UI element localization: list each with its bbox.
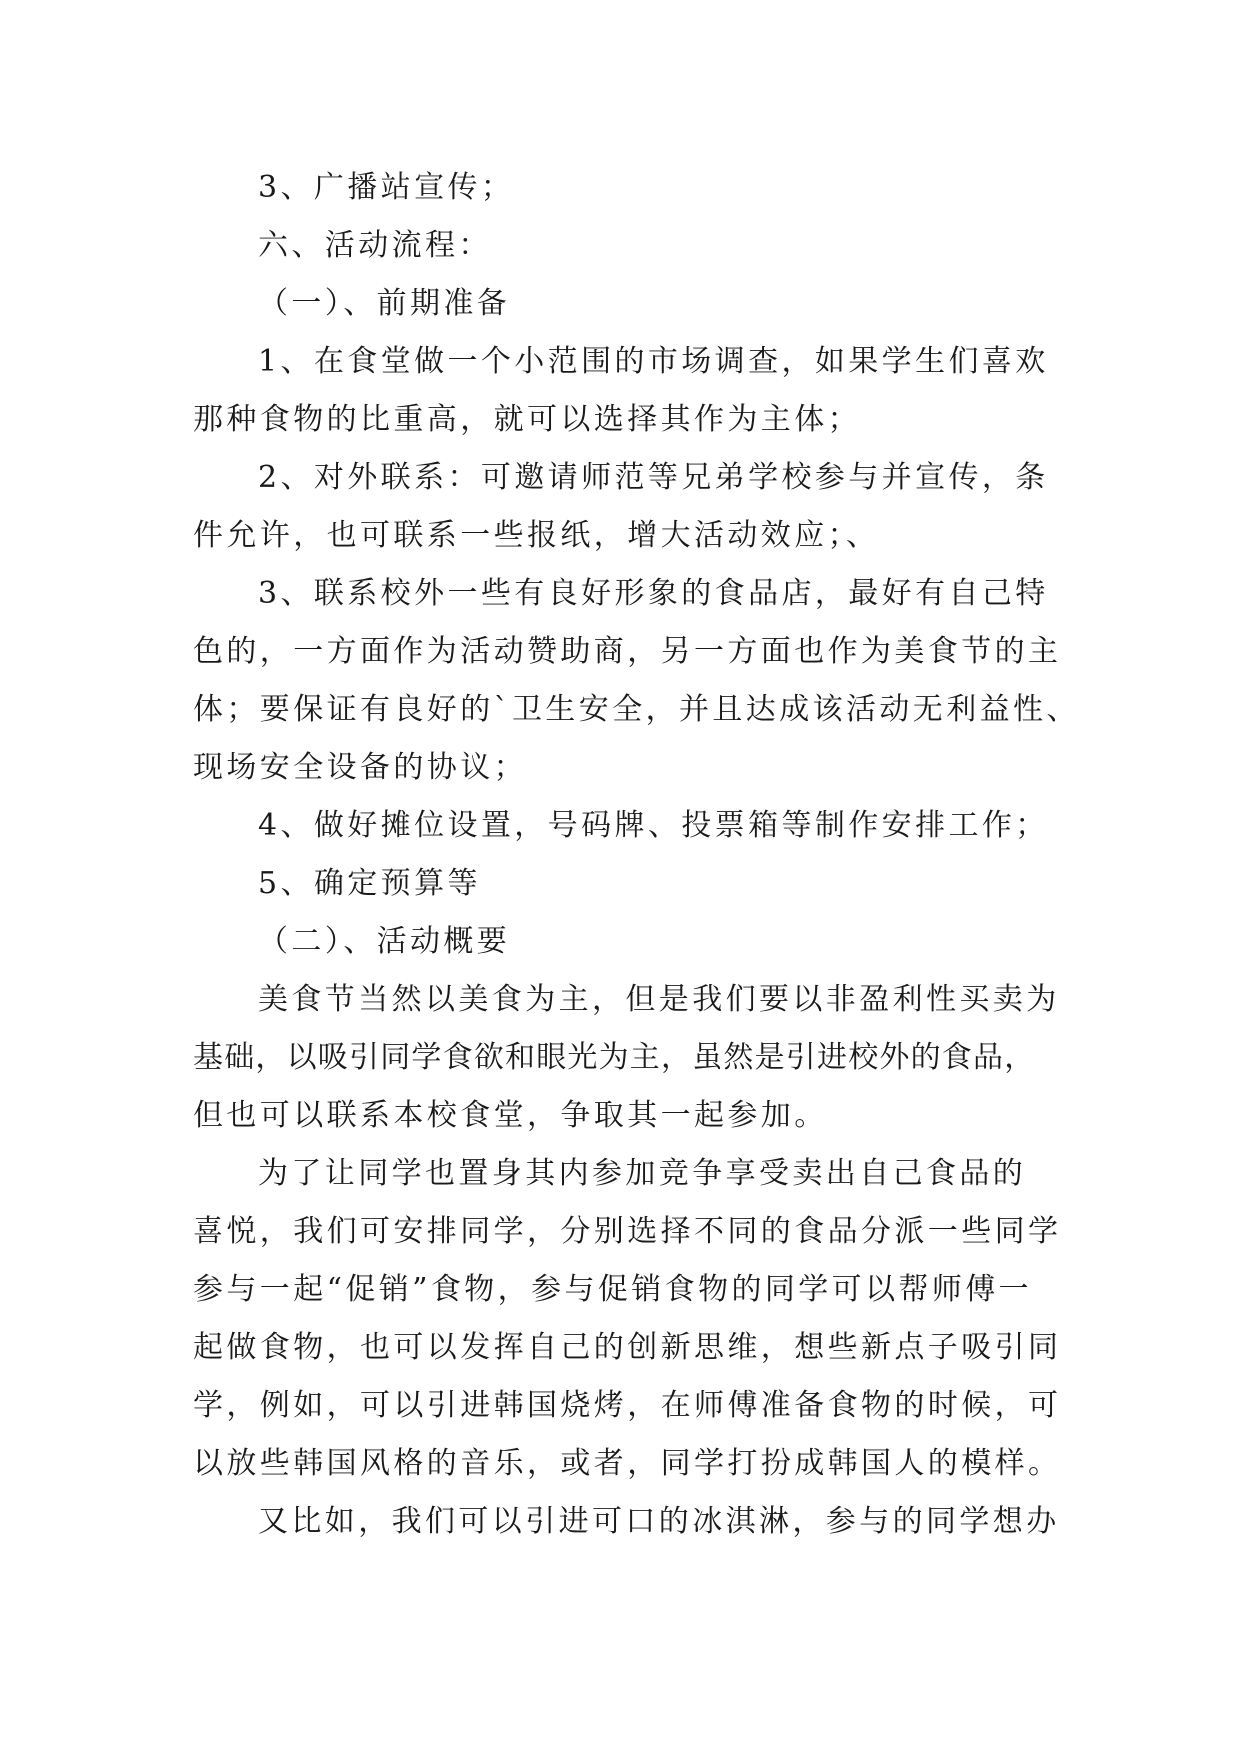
text-line: 学，例如，可以引进韩国烧烤，在师傅准备食物的时候，可 bbox=[193, 1388, 1062, 1423]
text-line: 起做食物，也可以发挥自己的创新思维，想些新点子吸引同 bbox=[193, 1330, 1062, 1365]
text-line: 色的，一方面作为活动赞助商，另一方面也作为美食节的主 bbox=[193, 634, 1062, 669]
section-heading: 六、活动流程： bbox=[258, 228, 492, 263]
text-line: 3、联系校外一些有良好形象的食品店，最好有自己特 bbox=[258, 576, 1049, 611]
subsection-heading: （二）、活动概要 bbox=[258, 924, 511, 959]
text-line: 件允许，也可联系一些报纸，增大活动效应；、 bbox=[193, 518, 880, 553]
text-line: 美食节当然以美食为主，但是我们要以非盈利性买卖为 bbox=[258, 982, 1060, 1017]
text-line: 以放些韩国风格的音乐，或者，同学打扮成韩国人的模样。 bbox=[193, 1446, 1062, 1481]
text-line: 为了让同学也置身其内参加竞争享受卖出自己食品的 bbox=[258, 1156, 1027, 1191]
text-line: 基础，以吸引同学食欲和眼光为主，虽然是引进校外的食品， bbox=[193, 1040, 1036, 1075]
text-line: 4、做好摊位设置，号码牌、投票箱等制作安排工作； bbox=[258, 808, 1049, 843]
text-line: 又比如，我们可以引进可口的冰淇淋，参与的同学想办 bbox=[258, 1504, 1060, 1539]
text-line: 参与一起“促销”食物，参与促销食物的同学可以帮师傅一 bbox=[193, 1272, 1033, 1307]
text-line: 现场安全设备的协议； bbox=[193, 750, 527, 785]
subsection-heading: （一）、前期准备 bbox=[258, 286, 511, 321]
text-line: 那种食物的比重高，就可以选择其作为主体； bbox=[193, 402, 861, 437]
text-line: 5、确定预算等 bbox=[258, 866, 481, 901]
text-line: 3、广播站宣传； bbox=[258, 170, 515, 205]
text-line: 但也可以联系本校食堂，争取其一起参加。 bbox=[193, 1098, 828, 1133]
text-line: 喜悦，我们可安排同学，分别选择不同的食品分派一些同学 bbox=[193, 1214, 1062, 1249]
text-line: 2、对外联系：可邀请师范等兄弟学校参与并宣传，条 bbox=[258, 460, 1049, 495]
text-line: 体；要保证有良好的`卫生安全，并且达成该活动无利益性、 bbox=[193, 692, 1080, 727]
text-line: 1、在食堂做一个小范围的市场调查，如果学生们喜欢 bbox=[258, 344, 1049, 379]
